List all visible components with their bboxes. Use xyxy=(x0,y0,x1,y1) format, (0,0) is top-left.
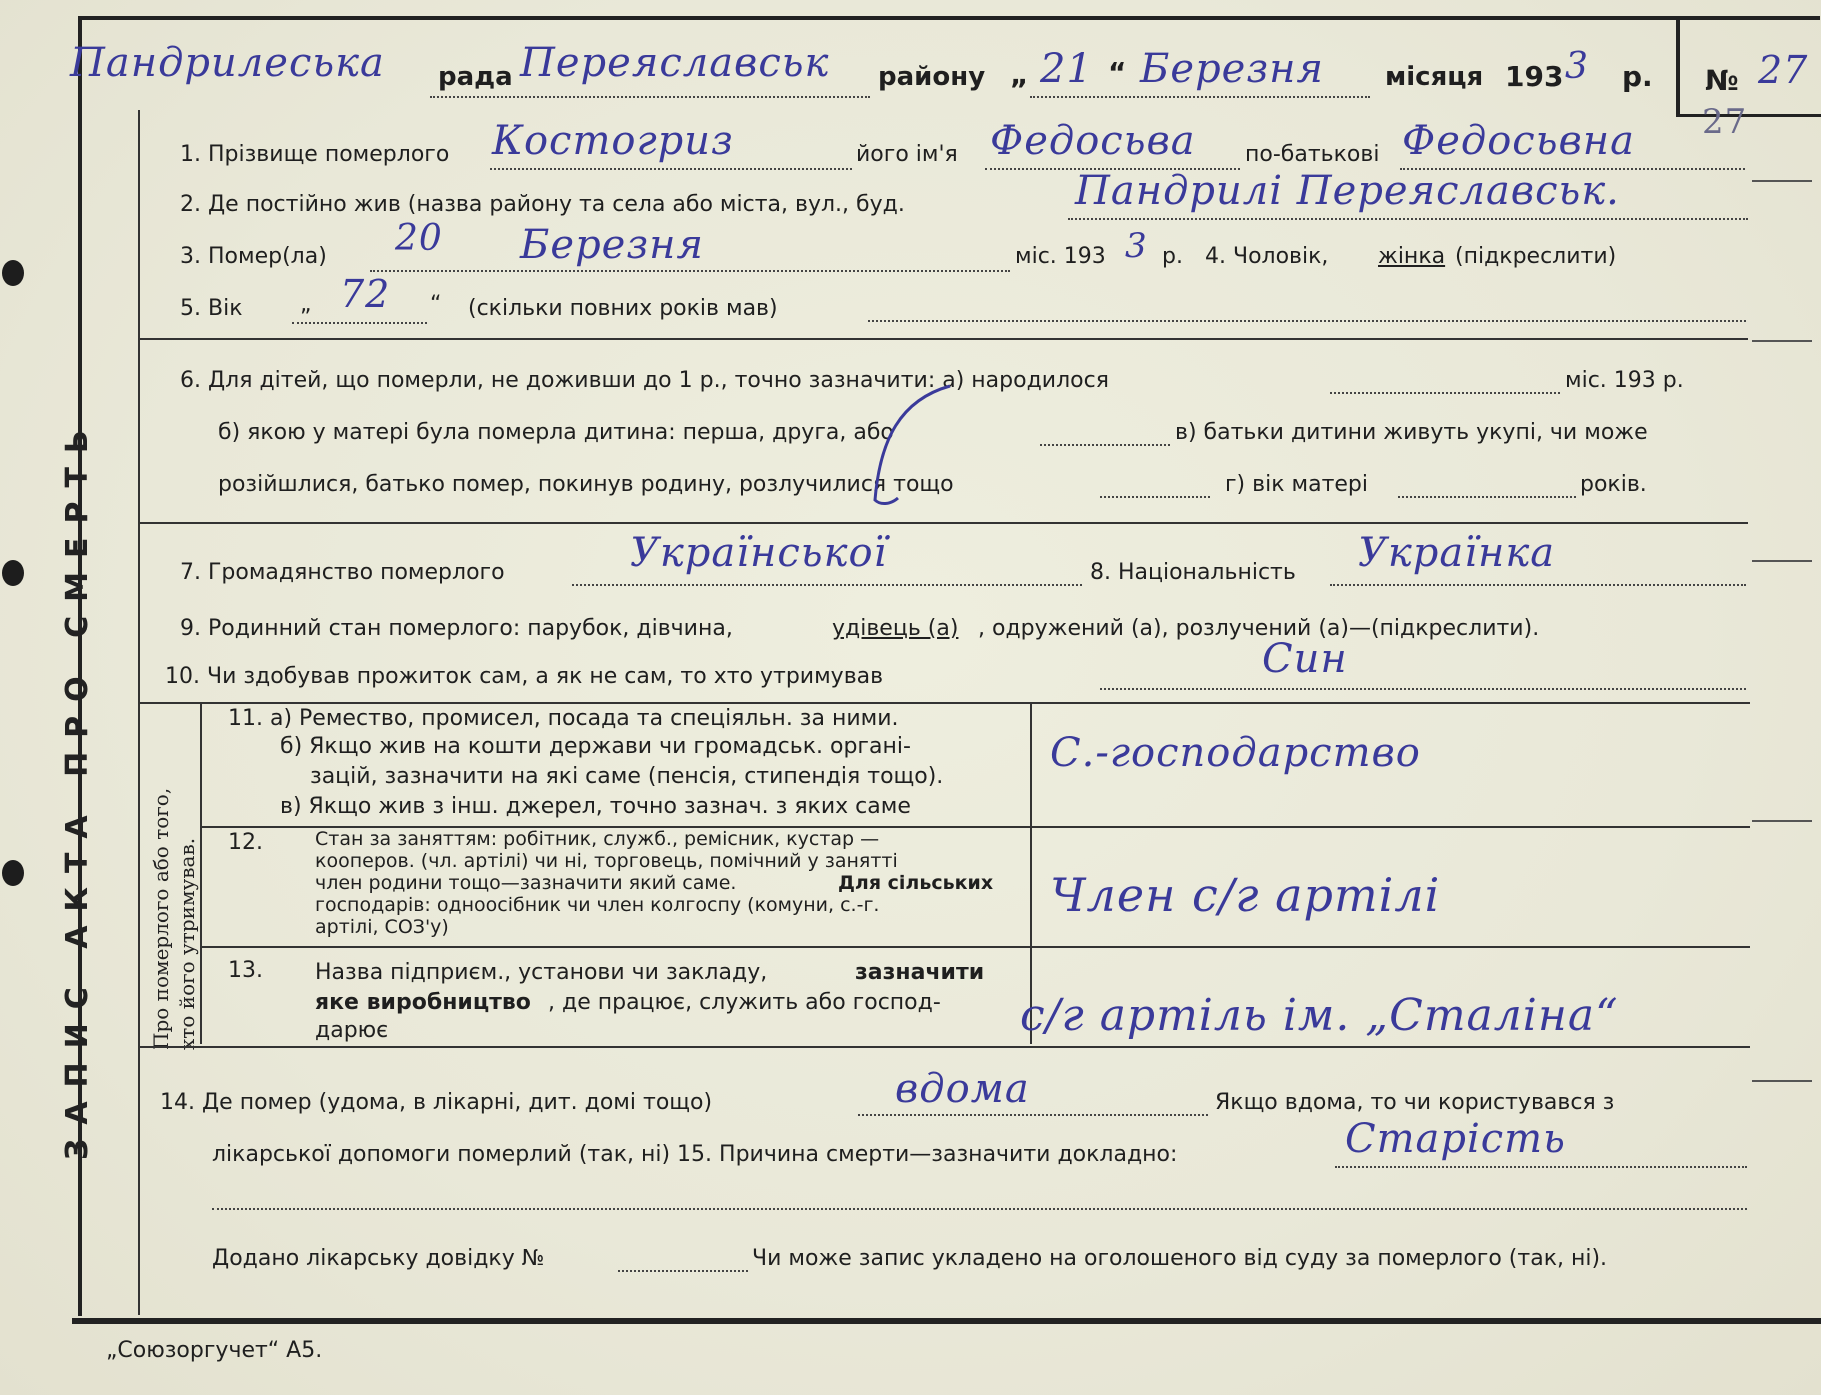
record-number-handwritten: 27 xyxy=(1758,48,1809,92)
field-11-line: 11. а) Ремество, промисел, посада та спеціяльн. за ними. xyxy=(228,706,899,731)
number-box-left xyxy=(1676,16,1680,116)
attachment-end: Чи може запис укладено на оголошеного від суду за померлого (так, ні). xyxy=(752,1246,1608,1271)
side-note xyxy=(148,788,200,1050)
margin-rule xyxy=(1752,560,1812,562)
field-13-line-2b: , де працює, служить або господ- xyxy=(548,990,941,1015)
field-7-label: 7. Громадянство померлого xyxy=(180,560,505,585)
margin-rule xyxy=(1752,340,1812,342)
field-9-widowed: удівець (а) xyxy=(832,616,959,641)
council-label: рада xyxy=(438,62,513,92)
field-12-line: Стан за заняттям: робітник, служб., ремісник, кустар — xyxy=(315,828,880,850)
field-12-value: Член с/г артілі xyxy=(1050,868,1441,922)
inner-left-rule xyxy=(138,110,140,1315)
section-divider xyxy=(138,338,1748,340)
field-14-label: 14. Де помер (удома, в лікарні, дит. домі тощо) xyxy=(160,1090,713,1115)
margin-rule xyxy=(1752,1080,1812,1082)
field-12-line: артілі, СОЗ'у) xyxy=(315,916,449,938)
field-14-end: Якщо вдома, то чи користувався з xyxy=(1215,1090,1615,1115)
field-9-label: 9. Родинний стан померлого: парубок, дівчина, xyxy=(180,616,733,641)
council-handwritten: Пандрилеська xyxy=(70,40,385,86)
attachment-number-blank xyxy=(618,1270,748,1272)
field-3-month: Березня xyxy=(520,222,704,268)
field-13-line-2a: яке виробництво xyxy=(315,990,531,1015)
field-1-surname: Костогриз xyxy=(492,118,734,164)
record-number-pencil: 27 xyxy=(1702,102,1748,142)
field-7-blank xyxy=(572,584,1082,586)
strike-mark xyxy=(820,380,970,510)
field-5-quote-open: „ xyxy=(300,292,312,317)
field-3-year-suffix: р. xyxy=(1162,244,1183,269)
field-6-line-3-end: років. xyxy=(1580,472,1647,497)
field-11-value: С.-господарство xyxy=(1050,730,1421,776)
section-divider xyxy=(138,522,1748,524)
field-7-value: Української xyxy=(630,530,888,576)
field-11-line: зацій, зазначити на які саме (пенсія, стипендія тощо). xyxy=(310,764,944,789)
field-15-value: Старість xyxy=(1345,1116,1566,1162)
field-3-label: 3. Помер(ла) xyxy=(180,244,327,269)
table-bottom-rule xyxy=(138,1046,1750,1048)
year-digit-handwritten: 3 xyxy=(1565,46,1589,87)
district-label: району xyxy=(878,62,986,92)
field-1-patronymic: Федосьвна xyxy=(1402,118,1635,164)
field-9-rest: , одружений (а), розлучений (а)—(підкреслити). xyxy=(978,616,1540,641)
year-suffix: р. xyxy=(1622,60,1653,93)
table-col-rule xyxy=(200,702,202,1044)
field-11-line: б) Якщо жив на кошти держави чи громадськ. органі- xyxy=(280,734,911,759)
field-5-rest-blank xyxy=(868,320,1746,322)
field-6-line-2: б) якою у матері була померла дитина: перша, друга, або xyxy=(218,420,894,445)
field-6-line-1-end: міс. 193 р. xyxy=(1565,368,1684,393)
field-12-line: член родини тощо—зазначити який саме. xyxy=(315,872,737,894)
field-13-line-1a: Назва підприєм., установи чи закладу, xyxy=(315,960,768,985)
table-top-rule xyxy=(138,702,1750,704)
field-6-parents-blank xyxy=(1100,496,1210,498)
district-handwritten: Переяславськ xyxy=(520,40,830,86)
field-5-value: 72 xyxy=(340,272,391,316)
field-1-patronymic-label: по-батькові xyxy=(1245,142,1380,167)
field-12-line: господарів: одноосібник чи член колгоспу (комуни, с.-г. xyxy=(315,894,880,916)
year-prefix: 193 xyxy=(1505,60,1564,93)
field-3-year-digit: 3 xyxy=(1125,226,1148,266)
field-3-day: 20 xyxy=(395,218,443,259)
field-3-year-prefix: міс. 193 xyxy=(1015,244,1106,269)
header-blank xyxy=(430,96,870,98)
punch-hole xyxy=(2,260,24,286)
field-15-extra-blank xyxy=(212,1208,1747,1210)
field-13-number: 13. xyxy=(228,958,263,983)
field-5-blank xyxy=(292,322,427,324)
margin-rule xyxy=(1752,820,1812,822)
punch-hole xyxy=(2,860,24,886)
field-6-line-2-end: в) батьки дитини живуть укупі, чи може xyxy=(1175,420,1648,445)
field-12-number: 12. xyxy=(228,830,263,855)
field-15-label: лікарської допомоги померлий (так, ні) 15. Причина смерти—зазначити докладно: xyxy=(212,1142,1178,1167)
field-10-label: 10. Чи здобував прожиток сам, а як не сам, то хто утримував xyxy=(165,664,884,689)
month-handwritten: Березня xyxy=(1140,46,1324,92)
field-11-line: в) Якщо жив з інш. джерел, точно зазнач. з яких саме xyxy=(280,794,911,819)
printer-imprint: „Союзоргучет“ А5. xyxy=(106,1338,323,1363)
side-note-line: хто його утримував. xyxy=(175,837,199,1050)
number-box-bottom xyxy=(1676,114,1821,117)
field-4-female: жінка xyxy=(1378,244,1446,269)
side-note-line: Про померлого або того, xyxy=(149,787,173,1050)
date-quote-close: “ xyxy=(1108,56,1127,89)
date-blank xyxy=(1030,96,1370,98)
field-14-blank xyxy=(858,1114,1208,1116)
month-label: місяця xyxy=(1385,62,1484,92)
field-2-label: 2. Де постійно жив (назва району та села або міста, вул., буд. xyxy=(180,192,905,217)
field-6-line-3: розійшлися, батько помер, покинув родину, розлучилися тощо xyxy=(218,472,954,497)
field-1-name-label: його ім'я xyxy=(856,142,958,167)
field-3-blank xyxy=(370,270,1010,272)
field-13-line-1b: зазначити xyxy=(855,960,985,985)
field-13-line-3: дарює xyxy=(315,1018,389,1043)
field-10-value: Син xyxy=(1262,636,1348,682)
margin-rule xyxy=(1752,180,1812,182)
field-2-value: Пандрилі Переяславськ. xyxy=(1075,168,1620,214)
field-12-line: кооперов. (чл. артілі) чи ні, торговець, помічний у занятті xyxy=(315,850,898,872)
field-12-bold: Для сільських xyxy=(838,872,994,894)
field-13-value: с/г артіль ім. „Сталіна“ xyxy=(1020,990,1619,1041)
attachment-label: Додано лікарську довідку № xyxy=(212,1246,545,1271)
field-6-mother-age-blank xyxy=(1398,496,1576,498)
field-15-blank xyxy=(1335,1166,1747,1168)
day-handwritten: 21 xyxy=(1040,46,1093,92)
field-8-value: Українка xyxy=(1358,530,1556,576)
table-row-rule xyxy=(200,946,1750,948)
field-2-blank xyxy=(1068,218,1748,220)
field-1-label: 1. Прізвище померлого xyxy=(180,142,450,167)
field-8-label: 8. Національність xyxy=(1090,560,1296,585)
punch-hole xyxy=(2,560,24,586)
field-14-value: вдома xyxy=(895,1066,1030,1112)
field-1-name: Федосьва xyxy=(990,118,1196,164)
field-6-birth-blank xyxy=(1330,392,1560,394)
record-number-label: № xyxy=(1705,64,1739,97)
field-4-label: 4. Чоловік, xyxy=(1205,244,1329,269)
field-6-line-1: 6. Для дітей, що померли, не доживши до 1 р., точно зазначити: а) народилося xyxy=(180,368,1109,393)
date-quote-open: „ xyxy=(1010,58,1029,91)
field-5-label: 5. Вік xyxy=(180,296,243,321)
field-4-note: (підкреслити) xyxy=(1455,244,1617,269)
field-5-quote-close: “ xyxy=(430,292,442,317)
field-6-line-3-mid: г) вік матері xyxy=(1225,472,1368,497)
field-8-blank xyxy=(1330,584,1746,586)
side-title: ЗАПИС АКТА ПРО СМЕРТЬ xyxy=(60,416,95,1160)
form-bottom-rule xyxy=(72,1318,1821,1324)
field-1-blank xyxy=(490,168,852,170)
field-6-order-blank xyxy=(1040,444,1170,446)
field-10-blank xyxy=(1100,688,1746,690)
field-5-note: (скільки повних років мав) xyxy=(468,296,778,321)
